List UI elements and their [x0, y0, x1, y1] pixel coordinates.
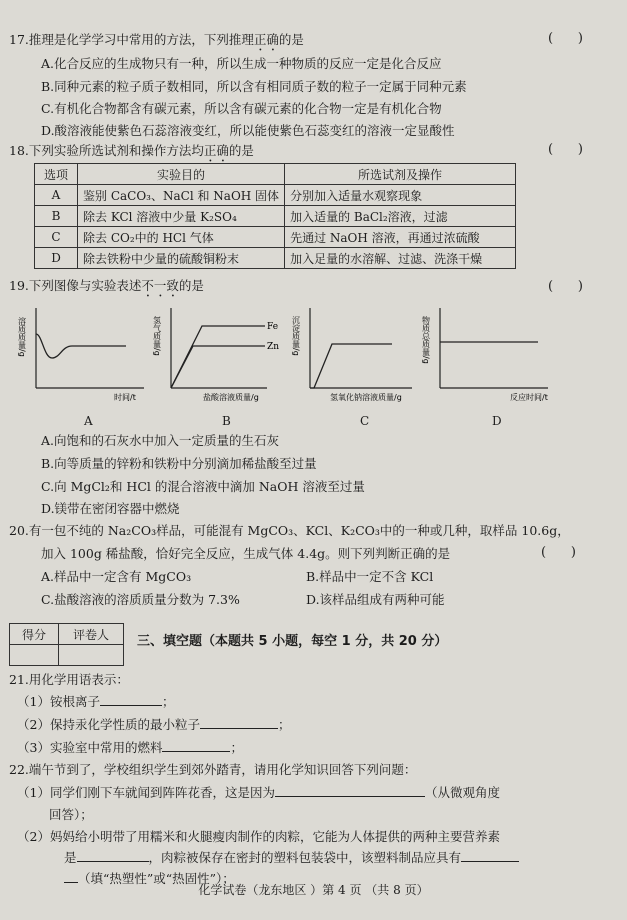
graph-d-ylabel: 物质总质量/g [421, 316, 431, 364]
table-row [35, 206, 516, 227]
q17-answer-paren: ( ) [548, 31, 583, 46]
q20-answer-paren: ( ) [541, 545, 576, 560]
goal-cell: 除去铁粉中少量的硫酸铜粉末 [78, 248, 285, 269]
q20-stem-line2: 加入 100g 稀盐酸，恰好完全反应，生成气体 4.4g。则下列判断正确的是 [41, 546, 451, 561]
q20-option-d: D.该样品组成有两种可能 [306, 592, 445, 607]
series-label-fe: Fe [267, 322, 279, 332]
graph-c-letter: C [360, 414, 370, 428]
score-cell[interactable] [10, 645, 59, 666]
score-label: 得分 [10, 624, 59, 645]
q19-option-b: B.向等质量的锌粉和铁粉中分别滴加稀盐酸至过量 [41, 456, 317, 471]
score-box [9, 623, 124, 666]
graph-a-ylabel: 溶质质量/g [17, 317, 27, 357]
q22-item2-cont: 是 ，肉粽被保存在密封的塑料包装袋中，该塑料制品应具有 [64, 849, 519, 867]
answer-blank[interactable] [162, 739, 230, 752]
graph-a-letter: A [84, 414, 93, 428]
grader-cell[interactable] [59, 645, 124, 666]
q19-answer-paren: ( ) [548, 279, 583, 294]
goal-cell: 除去 CO₂中的 HCl 气体 [78, 227, 285, 248]
q22-stem: 22.端午节到了，学校组织学生到郊外踏青，请用化学知识回答下列问题： [9, 762, 417, 777]
graph-a-xlabel: 时间/t [114, 393, 136, 402]
table-header-row [35, 164, 516, 185]
q17-option-b: B.同种元素的粒子质子数相同，所以含有相同质子数的粒子一定属于同种元素 [41, 79, 467, 94]
header-cell: 所选试剂及操作 [285, 164, 516, 185]
header-cell: 选项 [35, 164, 78, 185]
goal-cell: 鉴别 CaCO₃、NaCl 和 NaOH 固体 [78, 185, 285, 206]
q17-stem: 17.推理是化学学习中常用的方法，下列推理正确的是 [9, 32, 304, 47]
graph-d-letter: D [492, 414, 502, 428]
table-row [35, 227, 516, 248]
q20-option-c: C.盐酸溶液的溶质质量分数为 7.3% [41, 592, 240, 607]
answer-blank[interactable] [461, 849, 519, 862]
graph-b-xlabel: 盐酸溶液质量/g [203, 393, 259, 402]
q18-stem: 18.下列实验所选试剂和操作方法均正确的是 [9, 143, 254, 158]
q19-option-d: D.镁带在密闭容器中燃烧 [41, 501, 180, 516]
q18-table [34, 163, 516, 269]
option-cell: D [35, 248, 78, 269]
option-cell: A [35, 185, 78, 206]
q17-option-a: A.化合反应的生成物只有一种，所以生成一种物质的反应一定是化合反应 [41, 56, 442, 71]
q21-item2: （2）保持汞化学性质的最小粒子 ； [17, 717, 291, 732]
page-footer: 化学试卷（龙东地区 ）第 4 页 （共 8 页） [198, 883, 429, 897]
grader-label: 评卷人 [59, 624, 124, 645]
goal-cell: 除去 KCl 溶液中少量 K₂SO₄ [78, 206, 285, 227]
graph-a [17, 308, 144, 404]
q18-answer-paren: ( ) [548, 142, 583, 157]
answer-blank[interactable] [100, 693, 162, 706]
method-cell: 加入适量的 BaCl₂溶液，过滤 [285, 206, 516, 227]
answer-blank[interactable] [77, 849, 149, 862]
option-cell: C [35, 227, 78, 248]
graph-d [421, 308, 548, 404]
q19-option-c: C.向 MgCl₂和 HCl 的混合溶液中滴加 NaOH 溶液至过量 [41, 479, 365, 494]
q17-option-c: C.有机化合物都含有碳元素，所以含有碳元素的化合物一定是有机化合物 [41, 101, 442, 116]
q17-option-d: D.酸溶液能使紫色石蕊溶液变红，所以能使紫色石蕊变红的溶液一定显酸性 [41, 123, 455, 138]
q21-item3: （3）实验室中常用的燃料 ； [17, 740, 243, 755]
graph-c-ylabel: 沉淀质量/g [291, 316, 301, 356]
section-3-title: 三、填空题（本题共 5 小题，每空 1 分，共 20 分） [137, 634, 448, 649]
answer-blank[interactable] [200, 716, 278, 729]
q20-option-b: B.样品中一定不含 KCl [306, 569, 434, 584]
method-cell: 先通过 NaOH 溶液，再通过浓硫酸 [285, 227, 516, 248]
q22-item2-cont2: （填“热塑性”或“热固性”）； [64, 870, 235, 888]
graph-d-xlabel: 反应时间/t [510, 393, 548, 402]
graph-b-letter: B [222, 414, 231, 428]
q22-item2: （2）妈妈给小明带了用糯米和火腿瘦肉制作的肉粽，它能为人体提供的两种主要营养素 [17, 829, 500, 844]
option-cell: B [35, 206, 78, 227]
q22-item1-cont: 回答）； [49, 807, 93, 822]
graph-c-xlabel: 氢氧化钠溶液质量/g [330, 393, 402, 402]
graph-b-ylabel: 氢气质量/g [152, 316, 162, 356]
q22-item1: （1）同学们刚下车就闻到阵阵花香，这是因为 （从微观角度 [17, 785, 500, 800]
table-row [35, 248, 516, 269]
q19-stem: 19.下列图像与实验表述不一致的是 [9, 278, 204, 293]
graph-b [152, 308, 280, 404]
graph-c [291, 308, 418, 404]
table-row [35, 185, 516, 206]
method-cell: 加入足量的水溶解、过滤、洗涤干燥 [285, 248, 516, 269]
answer-blank[interactable] [275, 784, 425, 797]
q20-option-a: A.样品中一定含有 MgCO₃ [41, 569, 192, 584]
header-cell: 实验目的 [78, 164, 285, 185]
series-label-zn: Zn [267, 342, 280, 352]
q19-option-a: A.向饱和的石灰水中加入一定质量的生石灰 [41, 433, 280, 448]
q21-item1: （1）铵根离子 ； [17, 694, 175, 709]
q20-stem-line1: 20.有一包不纯的 Na₂CO₃样品，可能混有 MgCO₃、KCl、K₂CO₃中的一种或几种，取样品 10.6g， [9, 523, 570, 538]
method-cell: 分别加入适量水观察现象 [285, 185, 516, 206]
q21-stem: 21.用化学用语表示： [9, 672, 129, 687]
